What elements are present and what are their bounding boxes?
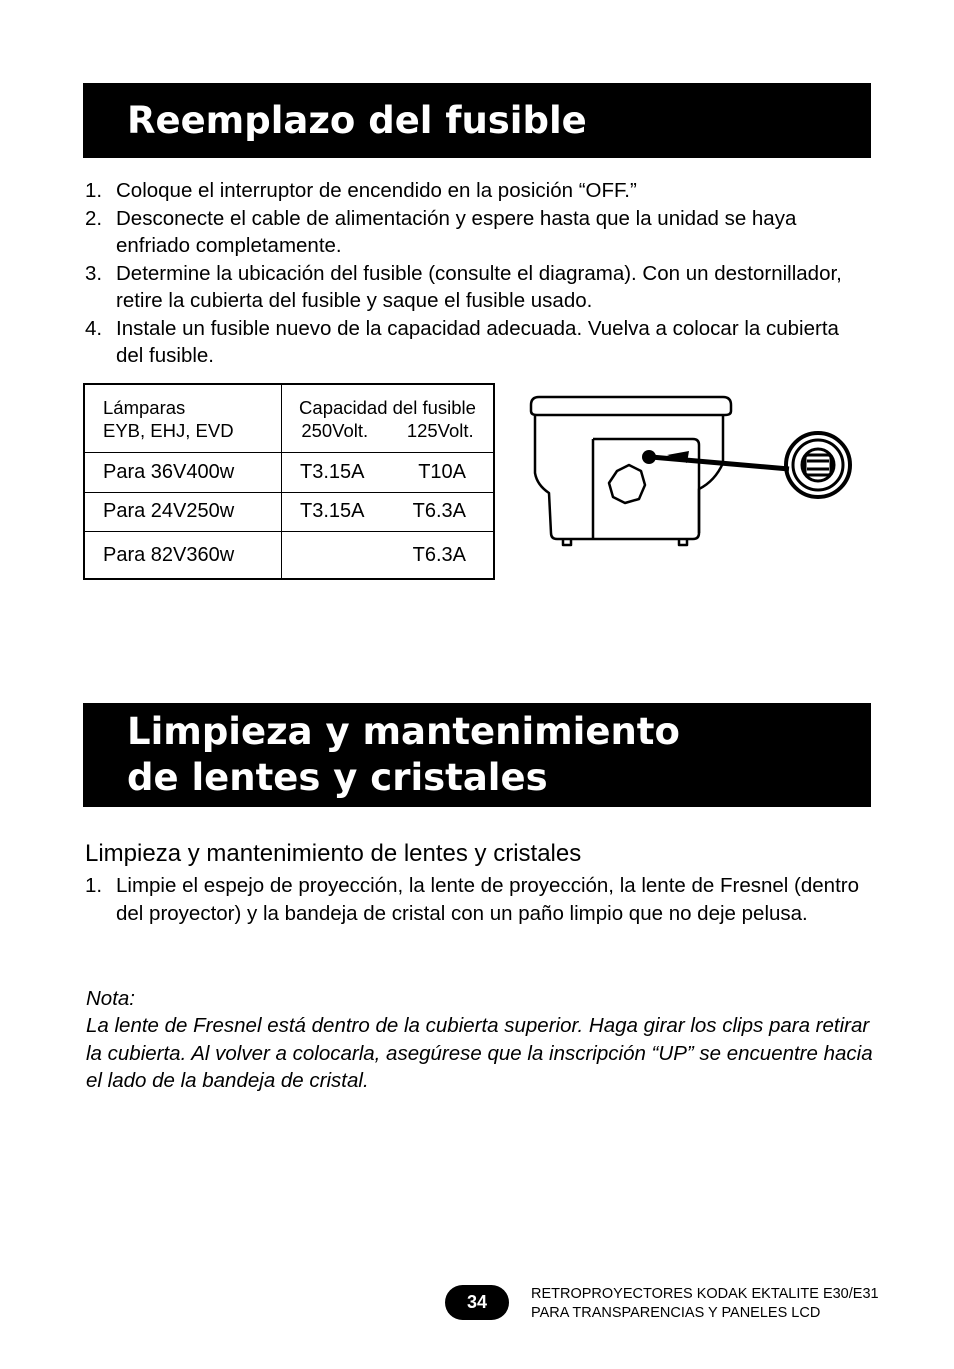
note-text: La lente de Fresnel está dentro de la cubierta superior. Haga girar los clips para retirar la cubierta. Al volver a colocarla, asegúrese que la inscripción “UP” se encuentre hacia el lado de la bandeja de cristal.	[86, 1014, 873, 1092]
fuse-steps-list	[85, 177, 865, 370]
note-label: Nota:	[86, 987, 135, 1010]
cleaning-subheading: Limpieza y mantenimiento de lentes y cristales	[85, 840, 582, 867]
fuse-capacity-table	[83, 383, 495, 580]
capacity-header-cell: Capacidad del fusible 250Volt. 125Volt.	[282, 384, 495, 453]
list-item: 1. Limpie el espejo de proyección, la lente de proyección, la lente de Fresnel (dentro del proyector) y la bandeja de cristal con un paño limpio que no deje pelusa.	[85, 874, 859, 925]
table-row: Para 82V360w T6.3A	[84, 532, 494, 579]
cleaning-title-line1: Limpieza y mantenimiento	[127, 710, 680, 753]
list-item: 2. Desconecte el cable de alimentación y espere hasta que la unidad se haya enfriado completamente.	[85, 206, 797, 257]
table-header-row	[84, 384, 494, 453]
fuse-section-title: Reemplazo del fusible	[127, 99, 587, 142]
page-number-badge: 34	[445, 1285, 509, 1320]
list-item: 1. Coloque el interruptor de encendido en la posición “OFF.”	[85, 179, 637, 202]
footer-line-1: RETROPROYECTORES KODAK EKTALITE E30/E31	[531, 1286, 879, 1302]
fuse-section-title-banner	[83, 83, 871, 158]
lamps-header-cell: Lámparas EYB, EHJ, EVD	[84, 384, 282, 453]
list-item: 4. Instale un fusible nuevo de la capacidad adecuada. Vuelva a colocar la cubierta del fusible.	[85, 316, 839, 367]
list-item: 3. Determine la ubicación del fusible (consulte el diagrama). Con un destornillador, retire la cubierta del fusible y saque el fusible usado.	[85, 261, 842, 312]
table-row: Para 36V400w T3.15A T10A	[84, 453, 494, 493]
cleaning-steps-list	[85, 872, 865, 927]
table-row: Para 24V250w T3.15A T6.3A	[84, 492, 494, 532]
fuse-location-diagram	[527, 393, 863, 550]
cleaning-section-title-banner	[83, 703, 871, 807]
footer-line-2: PARA TRANSPARENCIAS Y PANELES LCD	[531, 1305, 821, 1321]
cleaning-title-line2: de lentes y cristales	[127, 756, 548, 799]
